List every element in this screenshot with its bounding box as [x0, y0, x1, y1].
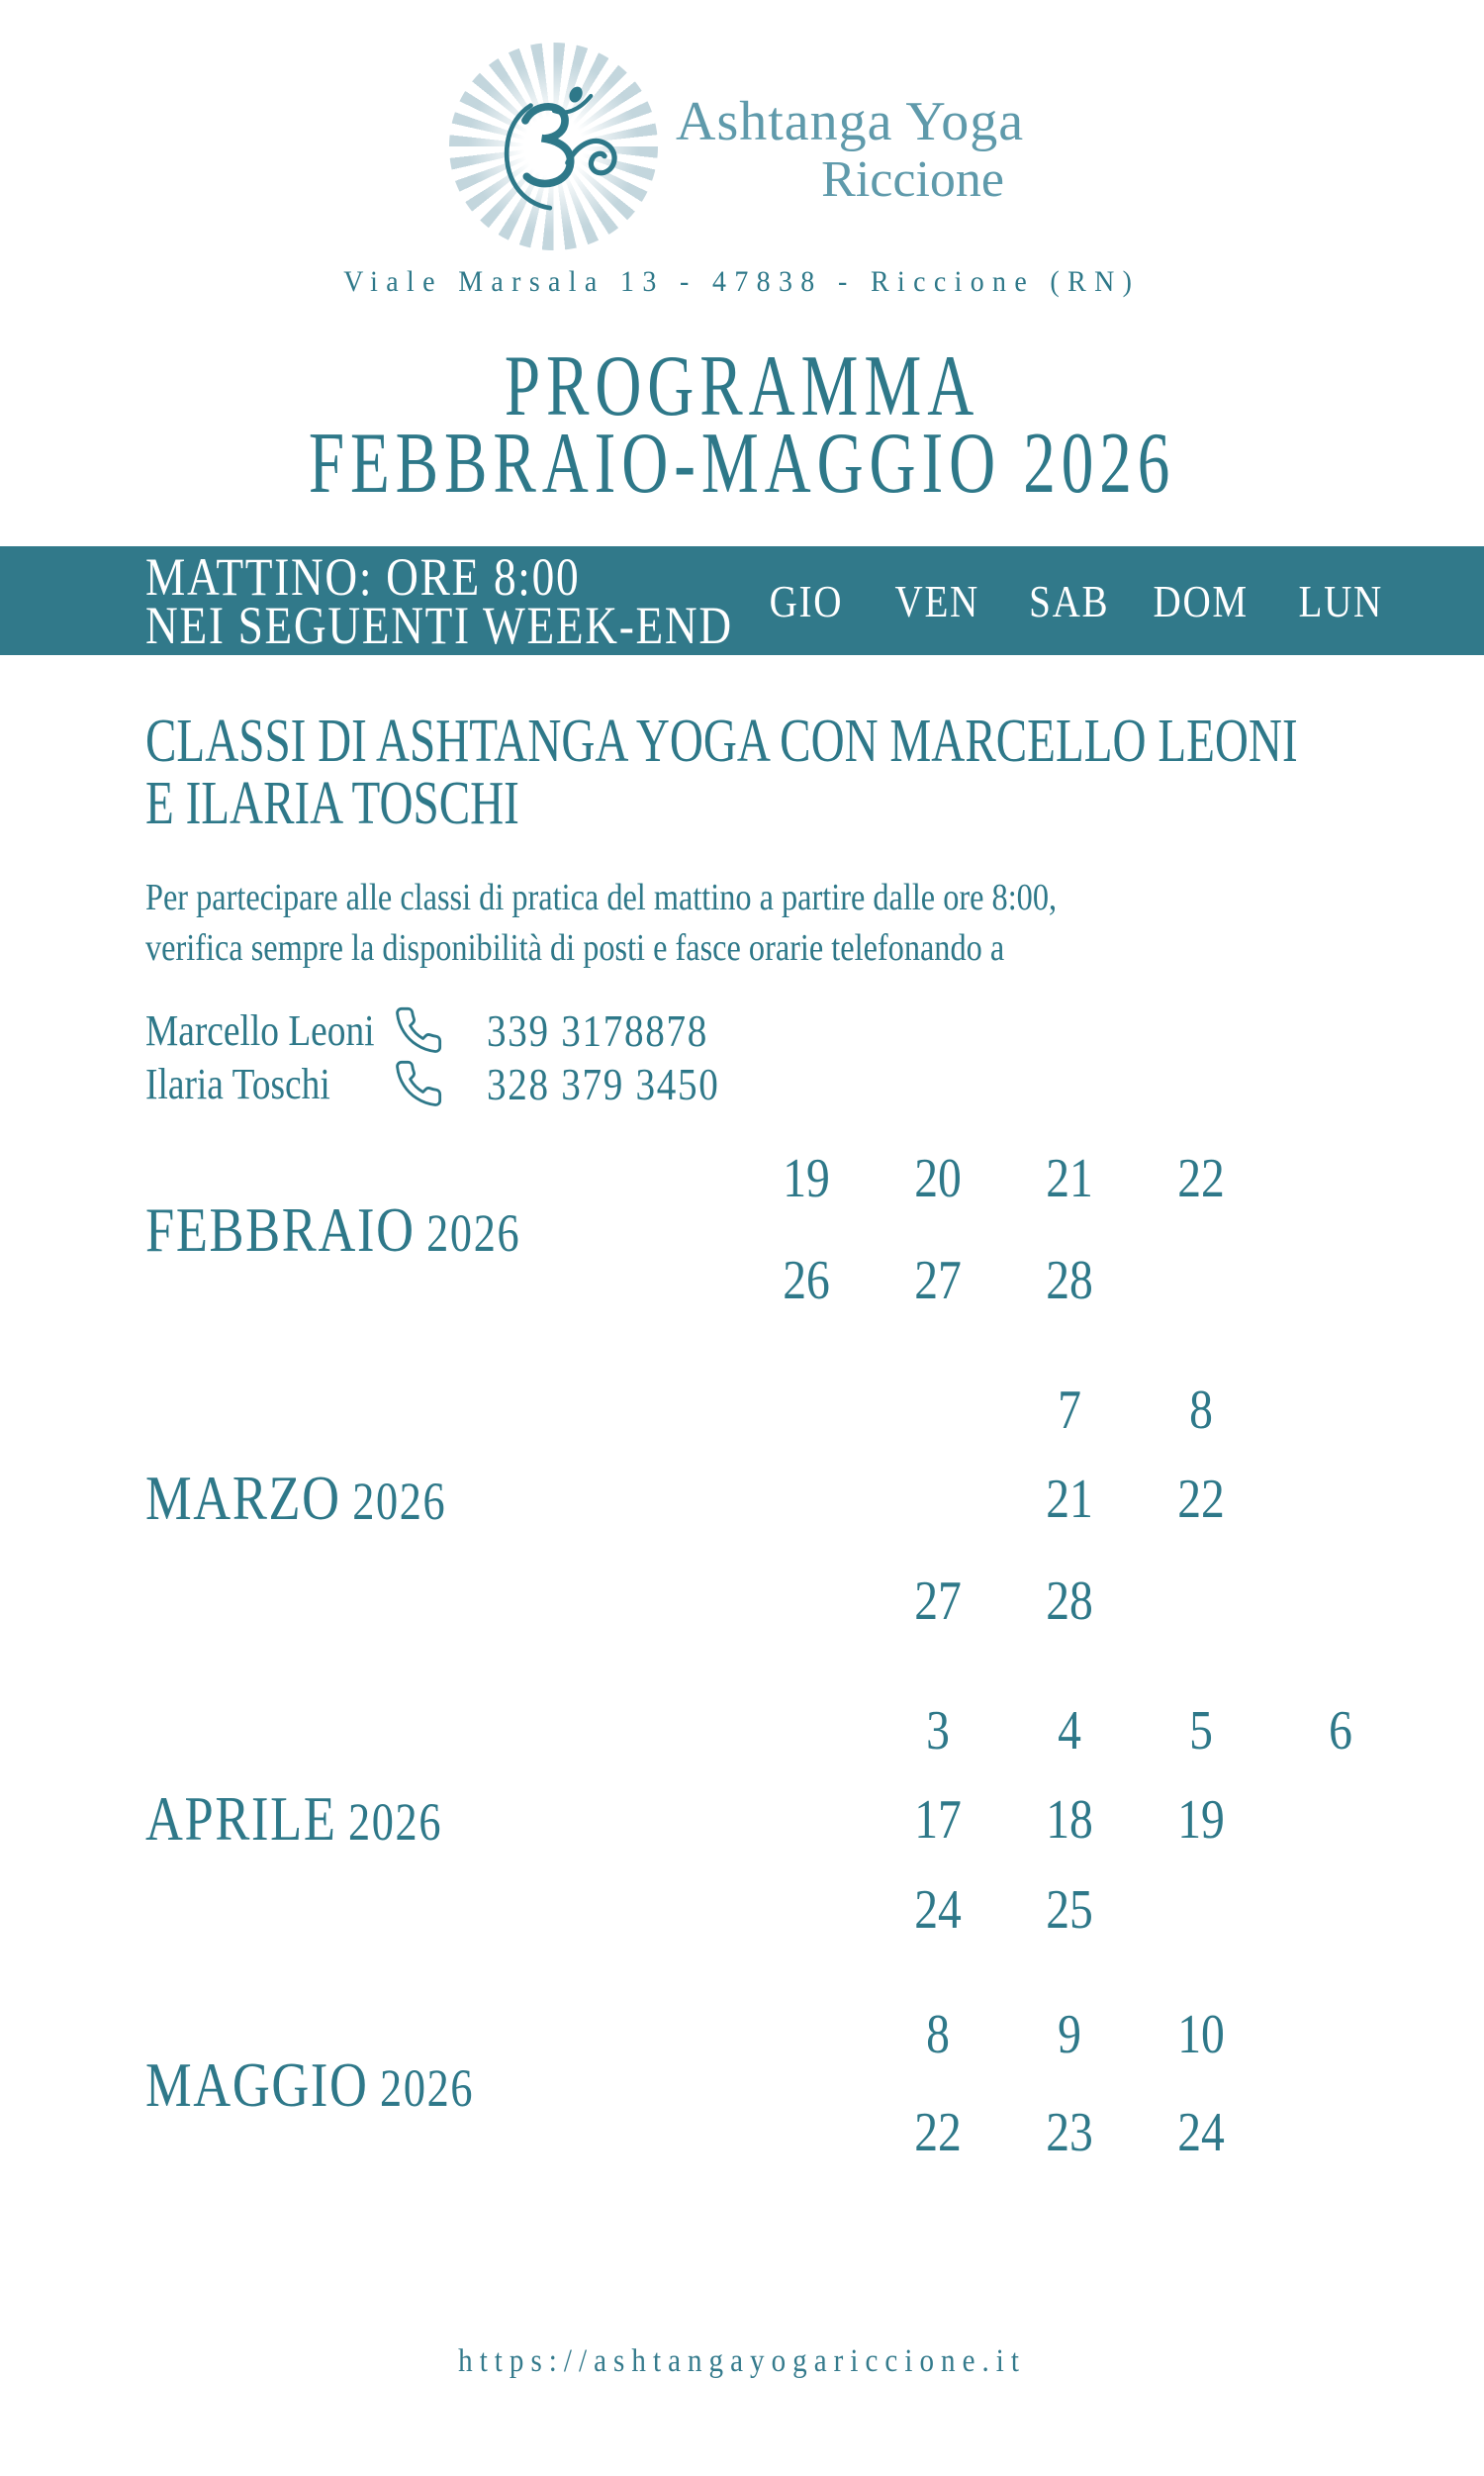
contact-phone-number: 339 3178878 — [487, 1004, 708, 1056]
date-cell: 4 — [1057, 1700, 1081, 1762]
date-cell: 22 — [1176, 1469, 1225, 1530]
page-title-line1: PROGRAMMA — [504, 338, 980, 434]
month-label-febbraio — [145, 1194, 521, 1279]
month-label-maggio — [145, 2049, 475, 2134]
date-row-maggio-2 — [740, 2102, 1415, 2163]
date-cell: 27 — [913, 1571, 962, 1632]
date-cell — [740, 2004, 872, 2065]
date-cell — [1266, 1571, 1415, 1632]
date-cell — [1266, 2102, 1415, 2163]
address-line — [0, 265, 1484, 299]
date-cell: 22 — [1176, 1148, 1225, 1209]
brand-name — [676, 91, 1025, 208]
classes-heading-line1: CLASSI DI ASHTANGA YOGA CON MARCELLO LEONI — [145, 708, 1298, 775]
date-cell: 3 — [925, 1700, 950, 1762]
date-cell: 20 — [913, 1148, 962, 1209]
date-row-aprile-1 — [740, 1700, 1415, 1762]
date-cell — [1266, 1250, 1415, 1311]
date-row-aprile-2 — [740, 1789, 1415, 1851]
date-cell — [740, 1700, 872, 1762]
date-cell: 7 — [1057, 1380, 1081, 1441]
date-cell: 18 — [1045, 1789, 1093, 1851]
date-cell — [1135, 1250, 1266, 1311]
weekday-header-gio: GIO — [769, 575, 843, 626]
address-text: Viale Marsala 13 - 47838 - Riccione (RN) — [343, 265, 1141, 298]
date-cell — [1266, 2004, 1415, 2065]
page-title — [0, 338, 1484, 512]
date-cell — [872, 1380, 1003, 1441]
brand-name-line1: Ashtanga Yoga — [676, 91, 1025, 152]
month-year: 2026 — [352, 1472, 447, 1531]
date-cell: 25 — [1045, 1879, 1093, 1941]
date-cell: 28 — [1045, 1571, 1093, 1632]
date-cell: 21 — [1045, 1469, 1093, 1530]
contact-row — [145, 1057, 761, 1110]
date-cell: 24 — [1176, 2102, 1225, 2163]
phone-icon — [393, 1004, 444, 1056]
month-label-aprile — [145, 1783, 443, 1867]
date-cell — [740, 1789, 872, 1851]
banner-text-line1: MATTINO: ORE 8:00 — [145, 547, 581, 607]
participation-note-line1: Per partecipare alle classi di pratica del mattino a partire dalle ore 8:00, — [145, 877, 1058, 918]
date-cell: 19 — [782, 1148, 830, 1209]
date-row-marzo-2 — [740, 1469, 1415, 1530]
participation-note-line2: verifica sempre la disponibilità di posti e fasce orarie telefonando a — [145, 927, 1005, 969]
contact-phone-number: 328 379 3450 — [487, 1058, 720, 1109]
month-name: MAGGIO — [145, 2049, 369, 2120]
date-cell: 28 — [1045, 1250, 1093, 1311]
weekday-header-row — [740, 546, 1415, 655]
date-row-febbraio-2 — [740, 1250, 1415, 1311]
month-label-marzo — [145, 1463, 447, 1547]
om-icon — [486, 78, 622, 215]
date-cell: 8 — [1188, 1380, 1213, 1441]
date-cell — [740, 1469, 872, 1530]
date-cell: 8 — [925, 2004, 950, 2065]
date-cell: 23 — [1045, 2102, 1093, 2163]
date-cell: 9 — [1057, 2004, 1081, 2065]
date-cell: 27 — [913, 1250, 962, 1311]
date-cell: 10 — [1176, 2004, 1225, 2065]
phone-icon — [393, 1058, 444, 1109]
weekday-header-lun: LUN — [1298, 575, 1383, 626]
date-row-aprile-3 — [740, 1879, 1415, 1941]
date-cell — [1266, 1879, 1415, 1941]
classes-heading — [145, 708, 1298, 837]
date-cell: 26 — [782, 1250, 830, 1311]
contacts-list — [145, 1003, 761, 1110]
date-row-marzo-1 — [740, 1380, 1415, 1441]
brand-name-line2: Riccione — [821, 151, 1004, 208]
month-name: APRILE — [145, 1783, 337, 1854]
date-cell: 22 — [913, 2102, 962, 2163]
date-cell — [872, 1469, 1003, 1530]
month-year: 2026 — [380, 2058, 475, 2118]
date-cell — [740, 1380, 872, 1441]
contact-row — [145, 1003, 761, 1057]
footer — [0, 2343, 1484, 2380]
weekday-header-ven: VEN — [894, 575, 980, 626]
date-row-marzo-3 — [740, 1571, 1415, 1632]
date-cell — [1266, 1380, 1415, 1441]
date-cell — [1266, 1469, 1415, 1530]
month-year: 2026 — [426, 1203, 521, 1263]
banner-text-line2: NEI SEGUENTI WEEK-END — [145, 596, 733, 655]
date-cell — [740, 1571, 872, 1632]
contact-name: Marcello Leoni — [145, 1005, 375, 1055]
date-cell: 19 — [1176, 1789, 1225, 1851]
month-name: FEBBRAIO — [145, 1194, 416, 1265]
date-cell — [740, 1879, 872, 1941]
page-title-line2: FEBBRAIO-MAGGIO 2026 — [308, 416, 1176, 512]
sunburst-logo — [449, 43, 658, 250]
date-row-febbraio-1 — [740, 1148, 1415, 1209]
schedule-banner — [0, 546, 1484, 655]
banner-text — [145, 547, 733, 655]
month-name: MARZO — [145, 1463, 341, 1533]
date-cell: 6 — [1329, 1700, 1352, 1762]
date-cell — [1135, 1879, 1266, 1941]
weekday-header-dom: DOM — [1153, 575, 1249, 626]
participation-note — [145, 873, 1057, 974]
contact-name: Ilaria Toschi — [145, 1059, 330, 1108]
date-cell: 17 — [913, 1789, 962, 1851]
date-cell — [1135, 1571, 1266, 1632]
classes-heading-line2: E ILARIA TOSCHI — [145, 770, 519, 837]
website-link[interactable]: https://ashtangayogariccione.it — [458, 2343, 1026, 2379]
date-cell: 5 — [1188, 1700, 1213, 1762]
date-cell — [1266, 1789, 1415, 1851]
date-cell: 21 — [1045, 1148, 1093, 1209]
date-row-maggio-1 — [740, 2004, 1415, 2065]
date-cell: 24 — [913, 1879, 962, 1941]
month-year: 2026 — [348, 1792, 443, 1852]
weekday-header-sab: SAB — [1028, 575, 1110, 626]
date-cell — [1266, 1148, 1415, 1209]
date-cell — [740, 2102, 872, 2163]
